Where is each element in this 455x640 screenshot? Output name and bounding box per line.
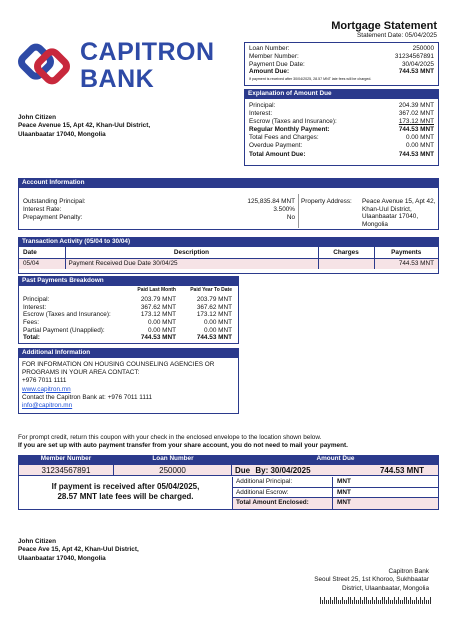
bank-logo: [18, 38, 218, 94]
loan-summary-value: 250000: [412, 45, 434, 52]
explanation-value: 0.00 MNT: [405, 134, 434, 142]
explanation-label: Interest:: [249, 110, 273, 118]
barcode-bar: [364, 597, 365, 604]
past-payments-rows: [23, 296, 234, 342]
barcode-bar: [416, 597, 417, 604]
bank-logo-icon: [18, 38, 74, 94]
explanation-value: 367.02 MNT: [398, 110, 434, 118]
loan-summary-row: [249, 53, 434, 61]
loan-summary-label: Amount Due:: [249, 68, 290, 76]
past-payment-last: 0.00 MNT: [147, 319, 176, 327]
explanation-row: [249, 134, 434, 142]
customer-address-line1: Peace Avenue 15, Apt 42, Khan-Uul District,: [18, 122, 151, 130]
past-payment-last: 203.79 MNT: [140, 296, 176, 303]
explanation-row: [249, 142, 434, 150]
barcode-bar: [420, 597, 421, 604]
explanation-row: [249, 118, 434, 126]
tx-charges: [318, 258, 374, 269]
property-label: Property Address:: [301, 198, 352, 205]
mail-to-address: [314, 568, 429, 593]
customer-address-line2: Ulaanbaatar 17040, Mongolia: [18, 130, 106, 138]
property-address-line: Khan-Uul District,: [362, 205, 412, 213]
website-link[interactable]: www.capitron.mn: [22, 385, 71, 393]
loan-summary-box: [244, 42, 439, 86]
barcode-bar: [408, 600, 409, 604]
account-info-value: No: [286, 214, 295, 221]
past-payment-ytd: 0.00 MNT: [203, 319, 232, 327]
loan-summary-label: Member Number:: [249, 52, 299, 60]
coupon-values-row: [19, 465, 438, 476]
past-payments-title: Past Payments Breakdown: [18, 276, 239, 286]
barcode-bar: [382, 597, 383, 604]
postal-barcode: [320, 597, 432, 604]
barcode-bar: [428, 600, 429, 604]
barcode-bar: [406, 597, 407, 604]
past-payment-row: [23, 311, 234, 319]
tx-payments: 744.53 MNT: [398, 260, 434, 268]
loan-summary-row: [249, 61, 434, 69]
coupon-extra-value: MNT: [337, 478, 351, 485]
past-payment-last: 0.00 MNT: [147, 326, 176, 334]
coupon-late-line2: 28.57 MNT late fees will be charged.: [57, 492, 194, 501]
barcode-bar: [356, 600, 357, 604]
barcode-bar: [336, 597, 337, 604]
past-payment-ytd: 0.00 MNT: [203, 326, 232, 334]
coupon-due-label: Due: [235, 466, 251, 475]
past-payments-box: [18, 276, 239, 344]
statement-date: [357, 32, 437, 39]
transactions-body: [19, 258, 438, 269]
additional-phone: +976 7011 1111: [22, 377, 67, 385]
tx-description: Payment Received Due Date 30/04/25: [65, 258, 318, 269]
barcode-bar: [422, 600, 423, 604]
additional-contact: Contact the Capitron Bank at: +976 7011 1111: [22, 393, 153, 401]
barcode-bar: [338, 600, 339, 604]
coupon-col-amount: Amount Due: [316, 455, 355, 462]
additional-info-box: [18, 348, 239, 414]
coupon-extra-rows: [233, 477, 438, 509]
coupon-col-member: Member Number: [40, 455, 92, 462]
barcode-bar: [330, 597, 331, 604]
loan-summary-value: 31234567891: [394, 52, 434, 60]
explanation-rows: [245, 99, 438, 162]
bank-name-line1: CAPITRON: [80, 38, 215, 66]
explanation-value: 0.00 MNT: [405, 142, 434, 150]
mail-to-line2: District, Ulaanbaatar, Mongolia: [341, 584, 429, 592]
transactions-header-row: [19, 247, 438, 258]
coupon-due: [232, 465, 438, 475]
account-info-box: [18, 178, 439, 230]
coupon-extra-value: MNT: [337, 499, 351, 507]
tx-date: 05/04: [19, 258, 65, 269]
statement-date-label: Statement Date:: [357, 32, 404, 39]
barcode-bar: [394, 597, 395, 604]
past-payment-label: Interest:: [23, 303, 47, 311]
account-info-label: Prepayment Penalty:: [23, 214, 83, 221]
barcode-bar: [366, 597, 367, 604]
barcode-bar: [396, 600, 397, 604]
explanation-row: [249, 151, 434, 159]
barcode-bar: [424, 597, 425, 604]
coupon-member-number: 31234567891: [19, 465, 114, 475]
barcode-bar: [426, 600, 427, 604]
past-payment-row: [23, 334, 234, 342]
coupon-extra-row: [233, 477, 438, 488]
coupon-due-date: By: 30/04/2025: [255, 466, 311, 475]
barcode-bar: [412, 600, 413, 604]
barcode-bar: [402, 600, 403, 604]
explanation-label: Overdue Payment:: [249, 142, 303, 150]
col-description: Description: [65, 247, 318, 258]
coupon-extra-row: [233, 488, 438, 499]
barcode-bar: [354, 597, 355, 604]
past-payment-ytd: 367.62 MNT: [196, 303, 232, 311]
barcode-bar: [334, 597, 335, 604]
barcode-bar: [358, 600, 359, 604]
barcode-bar: [372, 597, 373, 604]
explanation-box: [244, 89, 439, 166]
additional-info-title: Additional Information: [18, 348, 239, 358]
explanation-value: 204.39 MNT: [398, 102, 434, 109]
barcode-bar: [398, 597, 399, 604]
coupon-extra-label: Additional Principal:: [233, 477, 333, 487]
additional-line2: PROGRAMS IN YOUR AREA CONTACT:: [22, 369, 140, 377]
coupon-extra-row: [233, 498, 438, 509]
barcode-bar: [390, 600, 391, 604]
transactions-box: [18, 237, 439, 274]
explanation-label: Total Fees and Charges:: [249, 134, 319, 142]
col-date: Date: [19, 247, 65, 258]
barcode-bar: [332, 600, 333, 604]
past-payment-ytd: 744.53 MNT: [196, 334, 232, 342]
barcode-bar: [362, 600, 363, 604]
table-row: [19, 258, 438, 269]
statement-date-value: 05/04/2025: [405, 32, 437, 39]
property-address-line: Ulaanbaatar 17040,: [362, 213, 419, 220]
mail-from-line2: Ulaanbaatar 17040, Mongolia: [18, 554, 106, 562]
loan-summary-value: 30/04/2025: [402, 60, 434, 68]
explanation-value: 744.53 MNT: [398, 126, 434, 134]
barcode-bar: [414, 600, 415, 604]
past-payment-row: [23, 296, 234, 304]
col-charges: Charges: [318, 247, 374, 258]
transactions-title: Transaction Activity (05/04 to 30/04): [18, 237, 439, 247]
account-info-label: Outstanding Principal:: [23, 198, 86, 205]
barcode-bar: [340, 600, 341, 604]
coupon-header-row: [18, 455, 439, 465]
loan-summary-row: [249, 68, 434, 76]
explanation-label: Regular Monthly Payment:: [249, 126, 330, 134]
past-payment-label: Total:: [23, 334, 40, 342]
coupon-col-loan: Loan Number: [152, 455, 194, 462]
additional-line1: FOR INFORMATION ON HOUSING COUNSELING AGENCIES OR: [22, 361, 215, 368]
account-info-row: [23, 206, 295, 214]
barcode-bar: [350, 597, 351, 604]
mail-from-line1: Peace Ave 15, Apt 42, Khan-Uul District,: [18, 546, 139, 554]
barcode-bar: [344, 600, 345, 604]
barcode-bar: [418, 600, 419, 604]
barcode-bar: [328, 600, 329, 604]
coupon-late-line1: If payment is received after 05/04/2025,: [51, 482, 200, 491]
explanation-row: [249, 102, 434, 110]
customer-name: John Citizen: [18, 114, 56, 121]
additional-info-body: [19, 358, 238, 413]
past-payment-row: [23, 304, 234, 312]
explanation-label: Total Amount Due:: [249, 150, 306, 158]
barcode-bar: [384, 597, 385, 604]
account-info-divider: [298, 194, 299, 228]
past-payment-label: Fees:: [23, 319, 39, 327]
barcode-bar: [400, 600, 401, 604]
barcode-bar: [386, 600, 387, 604]
past-payment-label: Partial Payment (Unapplied):: [23, 326, 105, 334]
explanation-value: 744.53 MNT: [398, 150, 434, 158]
account-info-rows: [23, 198, 295, 222]
account-info-title: Account Information: [18, 178, 439, 188]
loan-summary-value: 744.53 MNT: [398, 68, 434, 76]
account-info-row: [23, 198, 295, 206]
property-address-line: Mongolia: [362, 220, 388, 228]
loan-late-note: If payment is received after 30/04/2025, 28.57 MNT late fees will be charged.: [249, 77, 372, 82]
barcode-bar: [388, 597, 389, 604]
past-payment-row: [23, 327, 234, 335]
barcode-bar: [378, 600, 379, 604]
barcode-bar: [430, 597, 431, 604]
explanation-title: Explanation of Amount Due: [244, 89, 439, 99]
past-payment-ytd: 173.12 MNT: [196, 311, 232, 319]
explanation-label: Principal:: [249, 102, 276, 109]
explanation-value: 173.12 MNT: [398, 118, 434, 126]
barcode-bar: [368, 600, 369, 604]
barcode-bar: [404, 597, 405, 604]
barcode-bar: [326, 600, 327, 604]
account-info-value: 125,835.84 MNT: [247, 198, 295, 205]
barcode-bar: [374, 600, 375, 604]
account-info-value: 3.500%: [273, 206, 295, 213]
property-address: [362, 198, 435, 228]
coupon-table: [18, 455, 439, 510]
coupon-loan-number: 250000: [114, 465, 232, 475]
past-payment-label: Principal:: [23, 296, 50, 303]
explanation-label: Escrow (Taxes and Insurance):: [249, 118, 337, 126]
barcode-bar: [342, 597, 343, 604]
barcode-bar: [392, 600, 393, 604]
barcode-bar: [320, 597, 321, 604]
col-paid-last-month: Paid Last Month: [137, 287, 176, 293]
explanation-row: [249, 126, 434, 134]
barcode-bar: [410, 597, 411, 604]
past-payment-last: 744.53 MNT: [140, 334, 176, 342]
barcode-bar: [346, 600, 347, 604]
email-link[interactable]: info@capitron.mn: [22, 402, 73, 410]
transactions-table: [19, 247, 438, 269]
mail-from-name: John Citizen: [18, 538, 56, 545]
barcode-bar: [380, 600, 381, 604]
past-payment-last: 173.12 MNT: [140, 311, 176, 319]
coupon-extra-label: Total Amount Enclosed:: [233, 498, 333, 509]
barcode-bar: [324, 597, 325, 604]
barcode-bar: [370, 600, 371, 604]
barcode-bar: [376, 597, 377, 604]
barcode-bar: [348, 597, 349, 604]
mail-from-address: [18, 538, 139, 563]
property-address-line: Peace Avenue 15, Apt 42,: [362, 198, 436, 205]
mail-to-line1: Seoul Street 25, 1st Khoroo, Sukhbaatar: [314, 576, 429, 584]
past-payment-last: 367.62 MNT: [140, 303, 176, 311]
customer-address: [18, 114, 150, 139]
coupon-extra-label: Additional Escrow:: [233, 488, 333, 498]
loan-summary-label: Loan Number:: [249, 45, 290, 52]
barcode-bar: [322, 600, 323, 604]
past-payment-label: Escrow (Taxes and Insurance):: [23, 311, 111, 319]
account-info-row: [23, 214, 295, 222]
coupon-amount: 744.53 MNT: [379, 466, 424, 475]
statement-title: Mortgage Statement: [331, 20, 437, 32]
coupon-extra-value: MNT: [337, 488, 351, 496]
explanation-row: [249, 110, 434, 118]
barcode-bar: [352, 600, 353, 604]
col-payments: Payments: [391, 248, 422, 256]
loan-summary-label: Payment Due Date:: [249, 60, 305, 68]
past-payment-ytd: 203.79 MNT: [196, 296, 232, 303]
loan-summary-rows: [249, 45, 434, 76]
col-paid-ytd: Paid Year To Date: [190, 287, 232, 293]
loan-summary-row: [249, 45, 434, 53]
mail-to-name: Capitron Bank: [388, 568, 429, 575]
barcode-bar: [360, 597, 361, 604]
coupon-auto-note: If you are set up with auto payment transfer from your share account, you do not need to mail your payment.: [18, 442, 348, 449]
bank-name-line2: BANK: [80, 65, 155, 93]
coupon-late-warning: [19, 477, 233, 509]
past-payment-row: [23, 319, 234, 327]
coupon-instruction: For prompt credit, return this coupon with your check in the enclosed envelope to the location shown below.: [18, 434, 322, 441]
account-info-label: Interest Rate:: [23, 206, 62, 213]
